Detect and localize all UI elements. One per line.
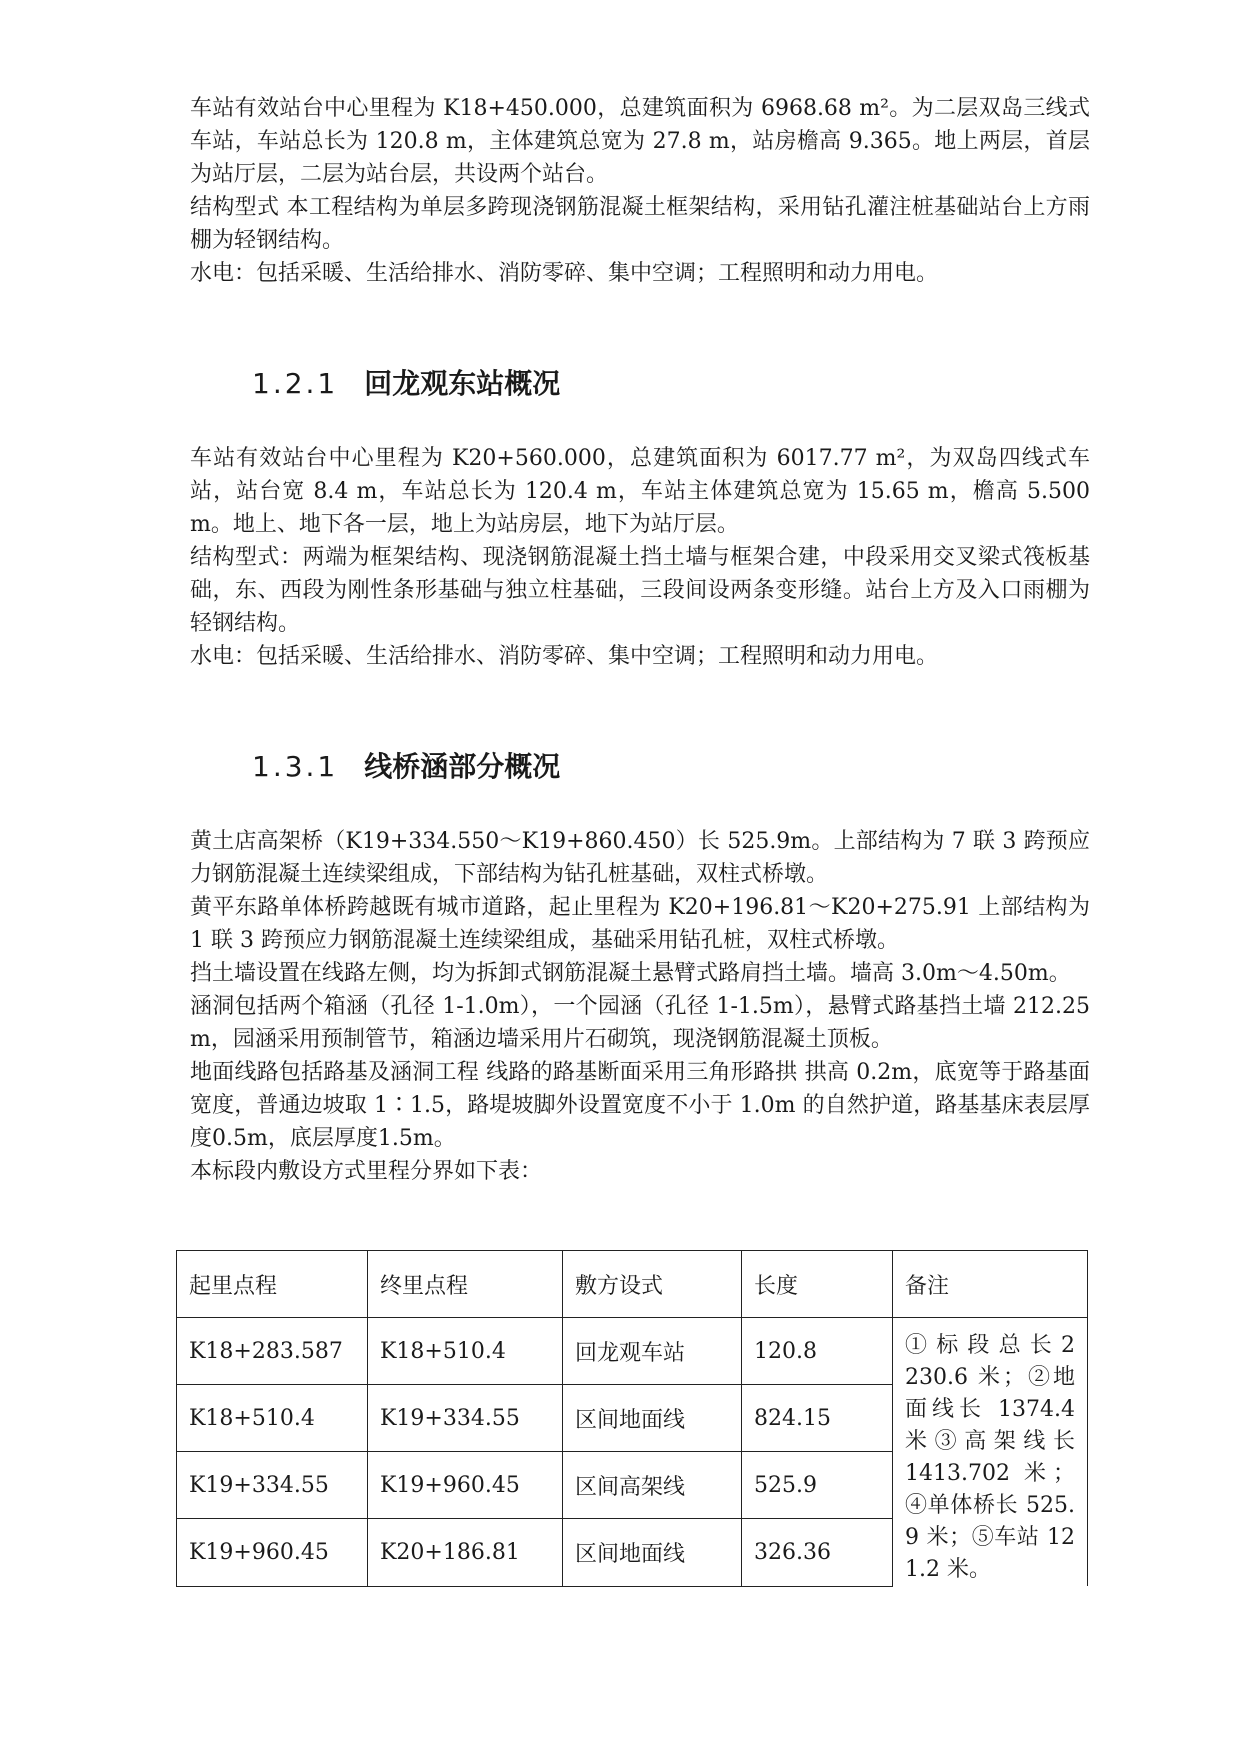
table-header-cell: 终里点程	[368, 1251, 563, 1318]
table-cell: 区间高架线	[563, 1452, 742, 1519]
paragraph: 车站有效站台中心里程为 K18+450.000，总建筑面积为 6968.68 m²。为二层双岛三线式车站，车站总长为 120.8 m，主体建筑总宽为 27.8 m，站房檐高 9.365。地上两层，首层为站厅层，二层为站台层，共设两个站台。	[190, 96, 1090, 187]
table-cell: 120.8	[742, 1318, 893, 1385]
paragraph: 水电：包括采暖、生活给排水、消防零碎、集中空调；工程照明和动力用电。	[190, 644, 939, 669]
section-title: 回龙观东站概况	[364, 367, 561, 400]
document-body	[190, 92, 1090, 1188]
mileage-table	[176, 1250, 1088, 1587]
paragraph: 挡土墙设置在线路左侧，均为拆卸式钢筋混凝土悬臂式路肩挡土墙。墙高 3.0m～4.50m。	[190, 961, 1071, 986]
section-heading	[190, 745, 1090, 785]
section-number: 1.2.1	[252, 367, 339, 400]
paragraph: 水电：包括采暖、生活给排水、消防零碎、集中空调；工程照明和动力用电。	[190, 261, 939, 286]
table-cell: K19+334.55	[368, 1385, 563, 1452]
section-heading	[190, 362, 1090, 402]
table-cell: K18+510.4	[368, 1318, 563, 1385]
table-header-cell: 备注	[893, 1251, 1088, 1318]
table-cell: K19+960.45	[368, 1452, 563, 1519]
table-cell: K20+186.81	[368, 1519, 563, 1586]
paragraph: 车站有效站台中心里程为 K20+560.000，总建筑面积为 6017.77 m²，为双岛四线式车站，站台宽 8.4 m，车站总长为 120.4 m，车站主体建筑总宽为 15.65 m，檐高 5.500 m。地上、地下各一层，地上为站房层，地下为站厅层。	[190, 446, 1090, 537]
paragraph: 黄平东路单体桥跨越既有城市道路，起止里程为 K20+196.81～K20+275.91 上部结构为 1 联 3 跨预应力钢筋混凝土连续梁组成，基础采用钻孔桩，双柱式桥墩。	[190, 895, 1090, 953]
paragraph: 本标段内敷设方式里程分界如下表：	[190, 1159, 543, 1184]
paragraph: 结构型式：两端为框架结构、现浇钢筋混凝土挡土墙与框架合建，中段采用交叉梁式筏板基础，东、西段为刚性条形基础与独立柱基础，三段间设两条变形缝。站台上方及入口雨棚为轻钢结构。	[190, 545, 1090, 636]
table-cell: 回龙观车站	[563, 1318, 742, 1385]
table-cell: 525.9	[742, 1452, 893, 1519]
table-cell: K19+960.45	[177, 1519, 368, 1586]
paragraph: 黄土店高架桥（K19+334.550～K19+860.450）长 525.9m。上部结构为 7 联 3 跨预应力钢筋混凝土连续梁组成，下部结构为钻孔桩基础，双柱式桥墩。	[190, 829, 1090, 887]
paragraph: 地面线路包括路基及涵洞工程 线路的路基断面采用三角形路拱 拱高 0.2m，底宽等于路基面宽度，普通边坡取 1∶1.5，路堤坡脚外设置宽度不小于 1.0m 的自然护道，路基基床表层厚度0.5m，底层厚度1.5m。	[190, 1060, 1090, 1151]
table-header-row	[177, 1251, 1088, 1318]
table-cell: K18+510.4	[177, 1385, 368, 1452]
table-note-cell: ① 标 段 总 长 2230.6 米；②地面线长 1374.4 米 ③ 高 架 线 长 1413.702 米；④单体桥长 525.9 米；⑤车站 121.2 米。	[893, 1318, 1088, 1587]
table-row	[177, 1318, 1088, 1385]
table-cell: K19+334.55	[177, 1452, 368, 1519]
paragraph: 涵洞包括两个箱涵（孔径 1-1.0m），一个园涵（孔径 1-1.5m），悬臂式路基挡土墙 212.25m，园涵采用预制管节，箱涵边墙采用片石砌筑，现浇钢筋混凝土顶板。	[190, 994, 1090, 1052]
table-cell: 326.36	[742, 1519, 893, 1586]
paragraph: 结构型式 本工程结构为单层多跨现浇钢筋混凝土框架结构，采用钻孔灌注桩基础站台上方雨棚为轻钢结构。	[190, 195, 1090, 253]
section-number: 1.3.1	[252, 750, 339, 783]
section-title: 线桥涵部分概况	[364, 750, 561, 783]
table-cell: 区间地面线	[563, 1385, 742, 1452]
table-cell: 区间地面线	[563, 1519, 742, 1586]
table-cell: K18+283.587	[177, 1318, 368, 1385]
table-header-cell: 敷方设式	[563, 1251, 742, 1318]
table-cell: 824.15	[742, 1385, 893, 1452]
table-header-cell: 长度	[742, 1251, 893, 1318]
table-header-cell: 起里点程	[177, 1251, 368, 1318]
